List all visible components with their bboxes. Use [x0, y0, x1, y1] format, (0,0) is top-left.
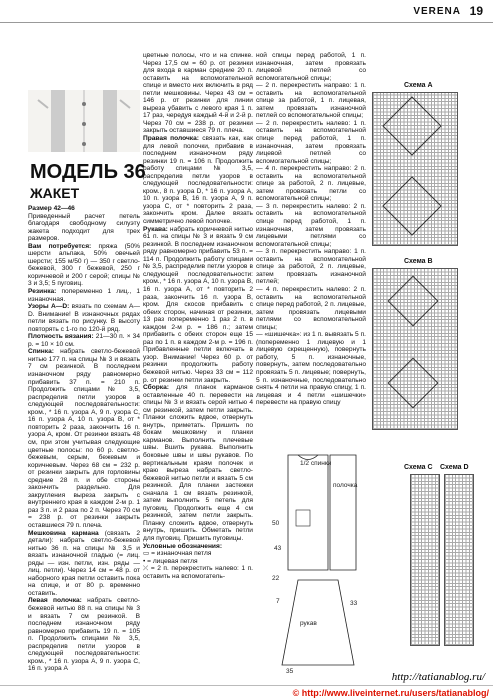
header-divider	[0, 22, 493, 23]
instructions-column-1	[28, 205, 140, 697]
paragraph: — 2 п. перекрестить направо: 1 п. оставить на вспомогательной спице за работой, 1 п. лицевая, затем провязать изнаночной петлей со вспомогательной спицы;	[256, 82, 366, 120]
paragraph: ной спицы перед работой, 1 п. изнаночная, затем провязать лицевой петлей со вспомогательной спицы;	[256, 52, 366, 82]
pattern-pieces-diagram	[268, 450, 378, 670]
schema-a-label: Схема A	[404, 82, 433, 89]
paragraph: Приведенный расчет петель благодаря свободному силуэту жакета подходит для трех размеров.	[28, 212, 140, 243]
diamond-motif	[382, 176, 441, 235]
paragraph: — 4 п. перекрестить направо: 2 п. оставить на вспомогательной спице за работой, 2 п. лицевые, затем провязать петли со вспомогательной спицы;	[256, 165, 366, 203]
legend-item: • = лицевая петля	[143, 557, 198, 565]
paragraph: — 3 п. перекрестить налево: 2 п. оставить на вспомогательной спице перед работой, 1 п. изнаночная, затем провязать лицевыми петлями со вспомогательной спицы;	[256, 202, 366, 248]
pattern-label-rukav: рукав	[300, 620, 317, 627]
diamond-motif	[388, 276, 439, 327]
diamond-motif	[388, 358, 439, 409]
pattern-label-polochka: полочка	[333, 482, 358, 489]
legend-item: ⤫ = 2 п. перекрестить налево: 1 п. оставить на вспомогатель-	[143, 565, 253, 580]
paragraph: — «шишечка»: из 1 п. вывязать 5 п. (попеременно 1 лицевую и 1 лицевую скрещенную), повернуть работу, 5 п. изнаночные, повернуть, затем последовательно провязать 5 п. лицевые; повернуть, 5 п. изнаночные, последовательно снять 4 петли на правую спицу, 1 п. лицевая и 4 петли «шишечки» перевести на правую спицу	[256, 331, 366, 407]
magazine-name: VERENA	[413, 6, 461, 17]
paragraph: Рукава: набрать коричневой нитью 61 п. на спицы № 3 и вязать 9 см резинкой. В последнем изнаночном ряду равномерно прибавить 53 п. = 114 п. Продолжить работу спицами № 3,5, распределив петли узоров в следующей последовательности: кром., * 16 п. узора А, 10 п. узора В, 16 п. узора А, от * повторить 2 раза, закончить 16 п. узора В, кром. Для скосов прибавить с обеих сторон, начиная от резинки, 13 раз попеременно 1 раз 2 п. в каждом 2-м р. = 186 п.; затем прибавить с обеих сторон еще 15 раз по 1 п. в каждом 2-м р. = 196 п. Прибавленные петли включать в узор. Внимание! Через 60 р. от резинки продолжить работу бежевой нитью. Через 33 см = 112 р. от резинки петли закрыть.	[143, 225, 253, 384]
pattern-label-spinka: 1/2 спинки	[300, 460, 332, 467]
footer-link[interactable]: © http://www.liveinternet.ru/users/tatianablog/	[292, 688, 489, 698]
legend-item: ▭ = изнаночная петля	[143, 550, 212, 558]
schema-d-grid	[444, 474, 474, 646]
watermark-url: http://tatianablog.ru/	[391, 671, 485, 683]
dimension-label: 7	[276, 598, 280, 605]
paragraph: Спинка: набрать светло-бежевой нитью 177 п. на спицы № 3 и вязать 7 см резинкой. В последнем изнаночном ряду равномерно прибавить 37 п. = 210 п. Продолжить спицами № 3,5, распределив петли узоров в следующей последовательности: кром., * 16 п. узора А, 9 п. узора С, 16 п. узора А, 10 п. узора В, от * повторить 2 раза, закончить 16 п. узора А, кром. От резинки вязать 48 см, при этом учитывая следующие цветные полосы: по 60 р. светло-бежевым, серым, бежевым и коричневым. Через 68 см = 232 р. от резинки закрыть для горловины средние 28 п. и обе стороны закончить раздельно. Для закругления выреза закрыть с внутреннего края в каждом 2-м р. 1 раз 3 п. и 2 раза по 2 п. Через 70 см = 238 р. от резинки закрыть оставшиеся 79 п. плеча.	[28, 348, 140, 529]
instructions-column-2	[143, 52, 253, 697]
paragraph: — 3 п. перекрестить направо: 1 п. оставить на вспомогательной спице за работой, 2 п. лицевые, затем провязать изнаночной петлей;	[256, 248, 366, 286]
paragraph: — 4 п. перекрестить налево: 2 п. оставить на вспомогательной спице перед работой, 2 п. лицевые, затем провязать лицевыми петлями со вспомогательной спицы;	[256, 285, 366, 331]
schema-a-grid	[372, 92, 458, 246]
schema-b-label: Схема B	[404, 258, 433, 265]
dimension-label: 50	[272, 520, 280, 527]
dimension-label: 22	[272, 575, 280, 582]
paragraph: Правая полочка: связать как, как для левой полочки, прибавив в последнем изнаночном ряду резинки 19 п. = 106 п. Продолжить работу спицами № 3,5, распределив петли узоров в следующей последовательности: кром., 8 п. узора D, * 16 п. узора А, 10 п. узора В, 16 п. узора А, 9 п. узора С, от * повторить 2 раза, закончить кром. Далее вязать симметрично левой полочке.	[143, 135, 253, 226]
schema-c-label: Схема C	[404, 464, 433, 471]
jacket-photo	[28, 90, 140, 152]
model-title: МОДЕЛЬ 36	[30, 161, 146, 183]
diamond-motif	[382, 96, 441, 155]
page-number: 19	[469, 4, 483, 18]
legend-heading: Условные обозначения:	[143, 542, 223, 550]
paragraph: Резинка: попеременно 1 лиц., 1 изнаночная.	[28, 288, 140, 303]
paragraph: Мешковина кармана (связать 2 детали): набрать светло-бежевой нитью 36 п. на спицы № 3,5 и вязать изнаночной гладью (= лиц. ряды — изн. петли, изн. ряды — лиц. петли). Через 14 см = 48 р. от наборного края петли оставить пока на спице, и от 80 р. временно оставить.	[28, 529, 140, 597]
paragraph: цветные полосы, что и на спинке. Через 17,5 см = 60 р. от резинки для входа в карман средние 20 п. оставить на вспомогательной спице и вместо них включить в ряд петли мешковины. Через 43 см = 146 р. от резинки для линии выреза убавить с левого края 1 п. 17 раз, чередуя каждый 4-й и 2-й р. Через 70 см = 238 р. от резинки закрыть оставшиеся 79 п. плеча.	[143, 52, 253, 135]
schema-b-grid	[372, 268, 458, 430]
footer-divider	[0, 685, 493, 686]
schema-d-label: Схема D	[440, 464, 469, 471]
dimension-label: 33	[350, 600, 358, 607]
paragraph: Плотность вязания: 21—30 п. × 34 р. = 10 × 10 см.	[28, 333, 140, 348]
dimension-label: 43	[274, 545, 282, 552]
paragraph: — 2 п. перекрестить налево: 1 п. оставить на вспомогательной спице перед работой, 1 п. изнаночная, затем провязать лицевой петлей со вспомогательной спицы;	[256, 119, 366, 165]
model-subtitle: ЖАКЕТ	[30, 185, 80, 201]
schema-c-grid	[410, 474, 440, 646]
paragraph: Размер 42—46	[28, 205, 75, 212]
paragraph: Сборка: для планок карманов оставленные 40 п. перевести на спицы № 3 и вязать серой нитью 4 см резинкой, затем петли закрыть. Планки сложить вдвое, отвернуть внутрь, приметать. Пришить по бокам мешковину и планки карманов. Выполнить плечевые швы. Вшить рукава. Выполнить боковые швы и швы рукавов. По вертикальным краям полочек и краю выреза набрать светло-бежевой нитью петли и вязать 5 см резинкой. Для планки застежки сначала 1 см вязать резинкой, затем выполнить 5 петель для пуговиц. Продолжить еще 4 см резинкой, затем петли закрыть. Планку сложить вдвое, отвернуть внутрь, пришить. Обметать петли для пуговиц. Пришить пуговицы.	[143, 384, 253, 542]
paragraph: Вам потребуется: пряжа (50% шерсти альпака, 50% овечьей шерсти; 155 м/50 г) — 350 г светло-бежевой, 300 г бежевой, 250 г коричневой и 200 г серой; спицы № 3 и 3,5; 5 пуговиц.	[28, 242, 140, 288]
dimension-label: 35	[286, 668, 294, 675]
paragraph: Левая полочка: набрать светло-бежевой нитью 88 п. на спицы № 3 и вязать 7 см резинкой. В последнем изнаночном ряду равномерно прибавить 19 п. = 105 п. Продолжить спицами № 3,5, распределив петли узоров в следующей последовательности: кром., * 16 п. узора А, 9 п. узора С, 16 п. узора А	[28, 597, 140, 673]
paragraph: Узоры А—D: вязать по схемам А—D. Внимание! В изнаночных рядах петли вязать по рисунку. В высоту повторять с 1-го по 120-й ряд.	[28, 303, 140, 333]
